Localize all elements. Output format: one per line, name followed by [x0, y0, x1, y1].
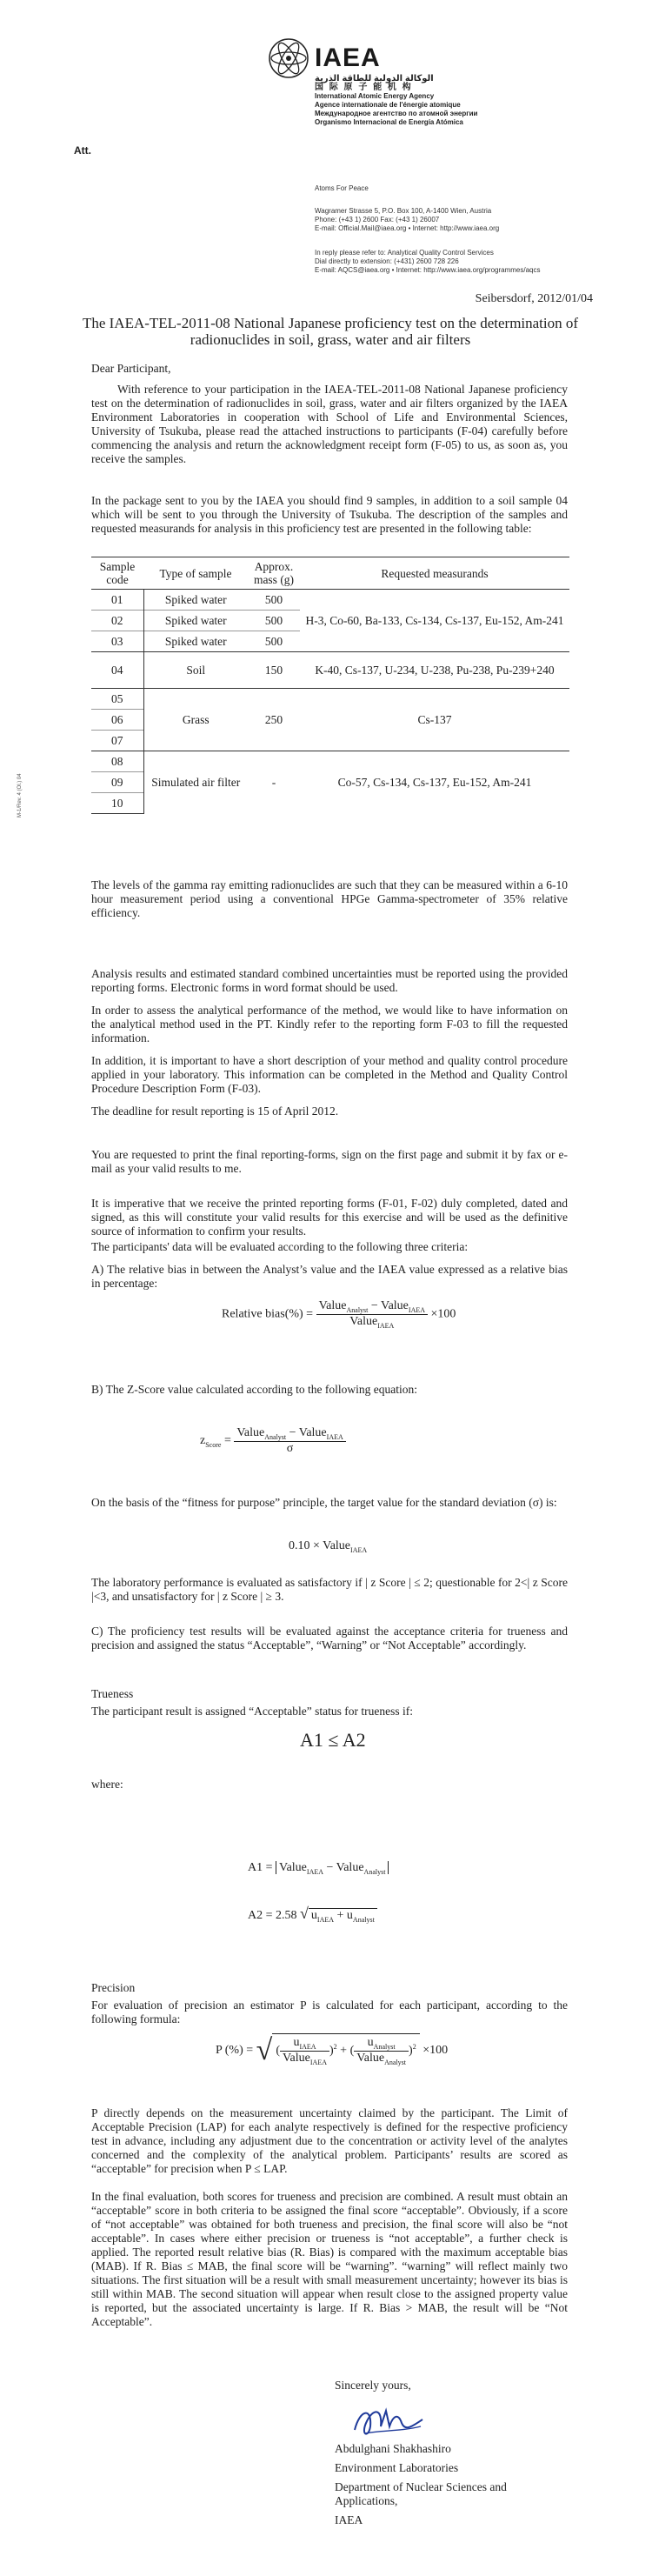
sample-mass: 150	[248, 652, 300, 689]
formula-sub: IAEA	[316, 1915, 335, 1924]
sample-mass: 500	[248, 631, 300, 652]
iaea-logo-icon	[267, 37, 310, 80]
reply-line: In reply please refer to: Analytical Quality Control Services	[315, 249, 494, 257]
sample-code: 10	[91, 793, 143, 814]
paragraph-criterion-c: C) The proficiency test results will be evaluated against the acceptance criteria for trueness and precision and assigned the status “Acceptable”, “Warning” or “Not Acceptable” accordingly.	[91, 1625, 568, 1652]
sample-code: 06	[91, 710, 143, 731]
formula-term: ×100	[430, 1307, 456, 1321]
sample-measurands: H-3, Co-60, Ba-133, Cs-134, Cs-137, Eu-152, Am-241	[305, 613, 564, 627]
sample-mass: 500	[248, 611, 300, 631]
paragraph-criteria: The participants' data will be evaluated according to the following three criteria:	[91, 1240, 469, 1253]
sample-type: Spiked water	[143, 631, 248, 652]
formula-term: z	[200, 1434, 206, 1448]
formula-term: u	[367, 2036, 374, 2049]
table-header: Requested measurands	[300, 557, 569, 590]
sample-code: 01	[91, 590, 143, 611]
formula-sub: Analyst	[352, 1915, 375, 1924]
motto: Atoms For Peace	[315, 184, 369, 192]
org-name-russian: Международное агентство по атомной энергии	[315, 110, 478, 117]
signer-block	[335, 2442, 561, 2527]
paragraph-print: You are requested to print the final reporting-forms, sign on the first page and submit it by fax or e-mail as your valid results to me.	[91, 1148, 568, 1175]
paragraph-criterion-a: A) The relative bias in between the Analyst’s value and the IAEA value expressed as a relative bias in percentage:	[91, 1263, 568, 1290]
trueness-heading: Trueness	[91, 1687, 134, 1700]
formula-term: u	[310, 1909, 317, 1922]
where-label: where:	[91, 1778, 123, 1791]
address-block	[315, 207, 602, 233]
closing: Sincerely yours,	[335, 2379, 411, 2392]
logo-text: IAEA	[315, 43, 381, 72]
paragraph-deadline: The deadline for result reporting is 15 of April 2012.	[91, 1104, 339, 1118]
formula-term: Value	[356, 2051, 385, 2065]
table-header: Sample code	[91, 557, 143, 590]
paragraph-package: In the package sent to you by the IAEA you should find 9 samples, in addition to a soil sample 04 which will be sent to you through the University of Tsukuba. The description of the samples and requested measurands for analysis in this proficiency test are presented in the following table:	[91, 494, 568, 535]
formula-term: Value	[349, 1314, 378, 1328]
sample-type: Soil	[143, 652, 248, 689]
formula-term: σ	[286, 1441, 294, 1455]
formula-sub: IAEA	[306, 1867, 324, 1876]
formula-sub: Analyst	[363, 1867, 386, 1876]
formula-sigma	[289, 1539, 367, 1554]
formula-a1-le-a2: A1 ≤ A2	[300, 1729, 366, 1751]
org-names	[315, 75, 541, 127]
sample-code: 02	[91, 611, 143, 631]
formula-sub: Analyst	[384, 2058, 407, 2066]
reply-line: Dial directly to extension: (+431) 2600 728 226	[315, 257, 459, 265]
sample-code: 05	[91, 689, 143, 710]
address-line: Wagramer Strasse 5, P.O. Box 100, A-1400 Wien, Austria	[315, 207, 492, 215]
precision-text: For evaluation of precision an estimator P is calculated for each participant, according to the following formula:	[91, 1999, 568, 2025]
formula-sub: Score	[205, 1440, 222, 1449]
sample-code: 07	[91, 731, 143, 751]
paragraph-fitness: On the basis of the “fitness for purpose” principle, the target value for the standard deviation (σ) is:	[91, 1496, 557, 1509]
formula-term: − Value	[286, 1426, 327, 1439]
formula-term: + u	[334, 1909, 353, 1922]
reply-line: E-mail: AQCS@iaea.org • Internet: http://www.iaea.org/programmes/aqcs	[315, 266, 541, 274]
sample-mass: 500	[264, 592, 283, 606]
formula-a1	[248, 1861, 389, 1876]
paragraph-imperative: It is imperative that we receive the printed reporting forms (F-01, F-02) duly completed, dated and signed, as this will constitute your valid results for this exercise and will be used as the definitive source of information to confirm your results.	[91, 1197, 568, 1238]
org-name-english: International Atomic Energy Agency	[315, 92, 435, 100]
sample-code: 03	[91, 631, 143, 652]
dateline: Seibersdorf, 2012/01/04	[475, 292, 593, 305]
formula-z-score	[200, 1426, 346, 1456]
sample-type: Spiked water	[143, 611, 248, 631]
table-header: Type of sample	[143, 557, 248, 590]
org-name-spanish: Organismo Internacional de Energía Atómica	[315, 118, 463, 126]
handwritten-signature-icon	[348, 2400, 426, 2442]
formula-label: Relative bias(%) =	[222, 1307, 314, 1321]
formula-term: A1 =	[248, 1861, 273, 1874]
table-row	[91, 652, 569, 689]
paragraph-method: In order to assess the analytical performance of the method, we would like to have information on the analytical method used in the PT. Kindly refer to the reporting form F-03 to fill the requested information.	[91, 1004, 568, 1044]
att-label: Att.	[74, 144, 91, 157]
paragraph-intro: With reference to your participation in the IAEA-TEL-2011-08 National Japanese proficiency test on the determination of radionuclides in soil, grass, water and air filters organized by the IAEA Environment Laboratories in cooperation with School of Life and Environmental Sciences, University of Tsukuba, please read the attached instructions to participants (F-04) carefully before commencing the analysis and return the acknowledgment receipt form (F-05) to us, as soon as, you receive the samples.	[91, 383, 568, 465]
reply-block	[315, 249, 602, 275]
sample-measurands: Co-57, Cs-134, Cs-137, Eu-152, Am-241	[300, 751, 569, 814]
paragraph-precision-detail: P directly depends on the measurement uncertainty claimed by the participant. The Limit of Acceptable Precision (LAP) for each analyte respectively is defined for the respective proficiency test in advance, including any adjustment due to the concentration or activity level of the analytes concerned and the complexity of the analytical problem. Participants’ results are scored as “acceptable” for precision when P ≤ LAP.	[91, 2106, 568, 2175]
sample-measurands: K-40, Cs-137, U-234, U-238, Pu-238, Pu-239+240	[300, 652, 569, 689]
formula-a2: A2 = 2.58 √ $u_{IAEA} + u_{Analyst}$	[248, 1905, 377, 1924]
table-row	[91, 751, 569, 772]
formula-sub: Analyst	[346, 1305, 369, 1314]
formula-sub: IAEA	[309, 2058, 327, 2066]
formula-term: A2 = 2.58	[248, 1909, 297, 1922]
formula-term: Value	[279, 1861, 307, 1874]
org-name-french: Agence internationale de l'énergie atomique	[315, 101, 461, 109]
trueness-text: The participant result is assigned “Acceptable” status for trueness if:	[91, 1705, 413, 1718]
table-row	[91, 590, 569, 611]
formula-precision: P (%) = √( $\frac{u_{IAEA}}{Value_{IAEA}}$ )$^2$ + ( $\frac{u_{Analyst}}{Value_{Analyst}}$ )$^2$ ×100	[216, 2033, 449, 2066]
formula-sub: IAEA	[377, 1321, 395, 1330]
formula-term: − Value	[368, 1299, 409, 1312]
paragraph-z-evaluation: The laboratory performance is evaluated as satisfactory if | z Score | ≤ 2; questionable for 2<| z Score |<3, and unsatisfactory for | z Score | ≥ 3.	[91, 1576, 568, 1603]
formula-sub: IAEA	[408, 1305, 426, 1314]
formula-term: =	[223, 1434, 231, 1448]
formula-term: P (%) =	[216, 2044, 254, 2058]
sample-type: Simulated air filter	[143, 751, 248, 814]
paragraph-qc: In addition, it is important to have a short description of your method and quality control procedure applied in your laboratory. This information can be completed in the Method and Quality Control Procedure Description Form (F-03).	[91, 1054, 568, 1095]
letter-title: The IAEA-TEL-2011-08 National Japanese proficiency test on the determination of radionuclides in soil, grass, water and air filters	[82, 315, 579, 348]
formula-term: Value	[283, 2051, 310, 2065]
precision-heading: Precision	[91, 1981, 136, 1994]
sample-code: 09	[91, 772, 143, 793]
formula-sub: IAEA	[350, 1545, 368, 1554]
formula-sub: IAEA	[299, 2042, 316, 2051]
formula-term: ×100	[422, 2044, 449, 2058]
org-name-arabic: الوكالة الدولية للطاقة الذرية	[315, 74, 434, 83]
salutation: Dear Participant,	[91, 362, 171, 375]
formula-sub: Analyst	[264, 1432, 287, 1441]
formula-term: Value	[318, 1299, 347, 1312]
formula-term: − Value	[323, 1861, 364, 1874]
sample-code: 04	[91, 652, 143, 689]
sample-mass: -	[248, 751, 300, 814]
signer-unit: Environment Laboratories	[335, 2461, 459, 2474]
signer-org: IAEA	[335, 2513, 363, 2526]
sample-mass: 250	[248, 689, 300, 751]
side-note: M-1/Rev. 4 (Ol.) 04	[17, 773, 23, 818]
table-row	[91, 689, 569, 710]
sample-code: 08	[91, 751, 143, 772]
signer-department: Department of Nuclear Sciences and Applications,	[335, 2480, 507, 2507]
formula-sub: Analyst	[373, 2042, 396, 2051]
formula-term: Value	[236, 1426, 265, 1439]
paragraph-final-evaluation: In the final evaluation, both scores for trueness and precision are combined. A result must obtain an “acceptable” score in both criteria to be assigned the final score “acceptable”. Obviously, if a score of “not acceptable” was obtained for both trueness and precision, the final score will also be “not acceptable”. In cases where either precision or trueness is “not acceptable”, a further check is applied. The reported result relative bias (R. Bias) is compared with the maximum acceptable bias (MAB). If R. Bias ≤ MAB, the final score will be “warning”. “warning” will reflect mainly two situations. The first situation will be a result with small measurement uncertainty; however its bias is still within MAB. The second situation will appear when result close to the assigned property value is reported, but the associated uncertainty is large. If R. Bias > MAB, the result will be “Not Acceptable”.	[91, 2190, 568, 2328]
org-name-chinese: 国 际 原 子 能 机 构	[315, 83, 413, 92]
sample-type: Grass	[143, 689, 248, 751]
sample-type: Spiked water	[164, 592, 227, 606]
signer-name: Abdulghani Shakhashiro	[335, 2442, 451, 2455]
address-line: Phone: (+43 1) 2600 Fax: (+43 1) 26007	[315, 216, 440, 224]
sample-measurands: Cs-137	[300, 689, 569, 751]
paragraph-criterion-b: B) The Z-Score value calculated according to the following equation:	[91, 1383, 417, 1396]
formula-relative-bias	[222, 1299, 456, 1330]
formula-term: u	[293, 2036, 300, 2049]
samples-table	[91, 557, 569, 814]
formula-term: 0.10 × Value	[289, 1539, 351, 1552]
address-line: E-mail: Official.Mail@iaea.org • Internet: http://www.iaea.org	[315, 224, 500, 232]
formula-sub: IAEA	[326, 1432, 343, 1441]
table-header: Approx. mass (g)	[248, 557, 300, 590]
paragraph-reporting: Analysis results and estimated standard combined uncertainties must be reported using the provided reporting forms. Electronic forms in word format should be used.	[91, 967, 568, 994]
paragraph-gamma: The levels of the gamma ray emitting radionuclides are such that they can be measured within a 6-10 hour measurement period using a conventional HPGe Gamma-spectrometer of 35% relative efficiency.	[91, 878, 568, 919]
